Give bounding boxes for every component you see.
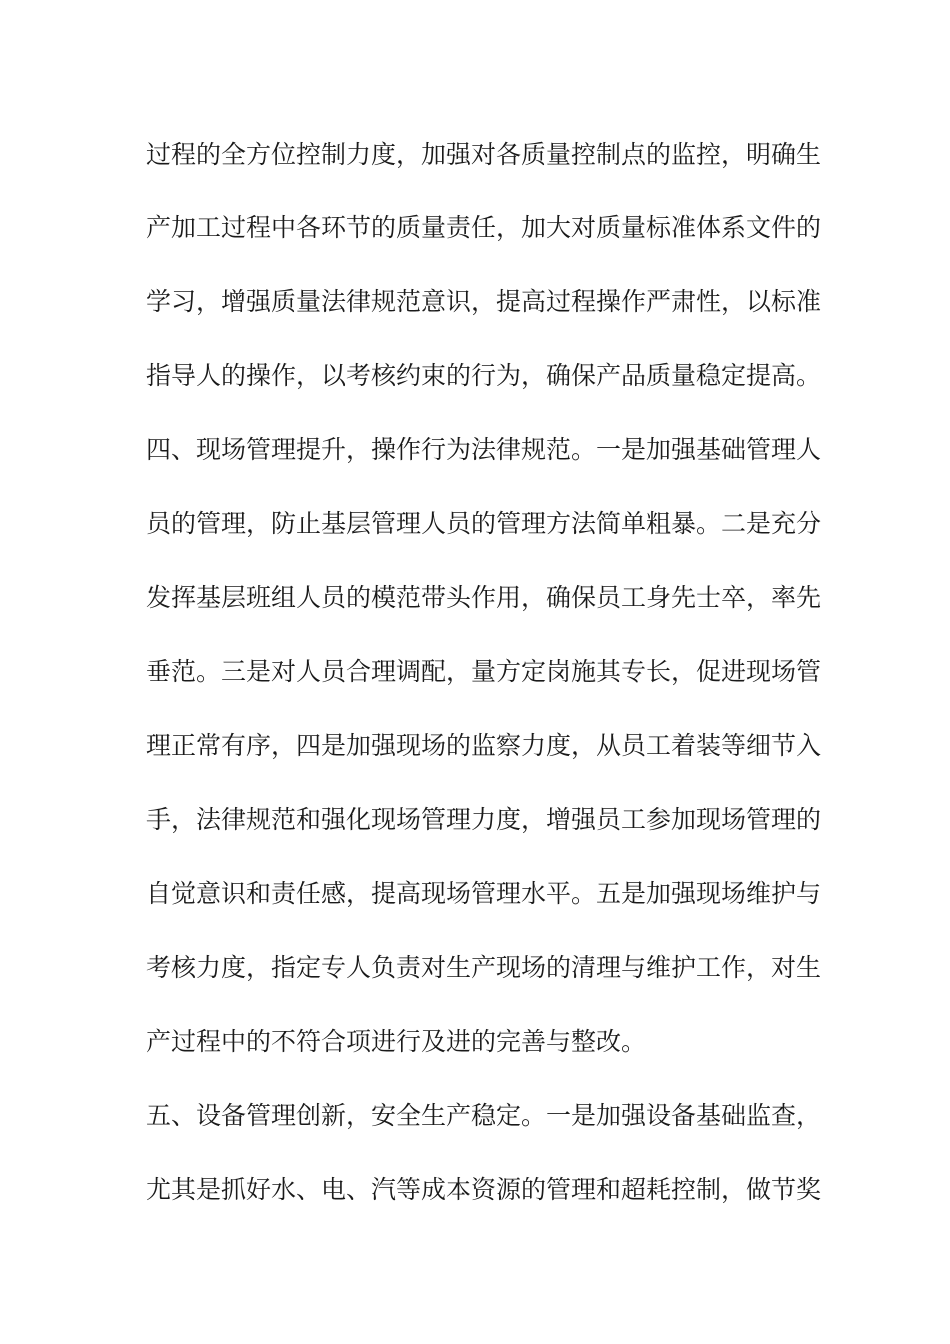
text-line: 自觉意识和责任感，提高现场管理水平。五是加强现场维护与 <box>146 879 822 908</box>
text-line: 垂范。三是对人员合理调配，量方定岗施其专长，促进现场管 <box>146 657 822 686</box>
text-line: 过程的全方位控制力度，加强对各质量控制点的监控，明确生 <box>146 140 822 169</box>
text-line: 尤其是抓好水、电、汽等成本资源的管理和超耗控制，做节奖 <box>146 1175 822 1204</box>
text-line: 理正常有序，四是加强现场的监察力度，从员工着装等细节入 <box>146 731 822 760</box>
text-line: 发挥基层班组人员的模范带头作用，确保员工身先士卒，率先 <box>146 583 822 612</box>
text-line: 考核力度，指定专人负责对生产现场的清理与维护工作，对生 <box>146 953 822 982</box>
text-line: 产过程中的不符合项进行及进的完善与整改。 <box>146 1027 647 1056</box>
text-line: 四、现场管理提升，操作行为法律规范。一是加强基础管理人 <box>146 435 822 464</box>
text-line: 员的管理，防止基层管理人员的管理方法简单粗暴。二是充分 <box>146 509 822 538</box>
text-line: 指导人的操作，以考核约束的行为，确保产品质量稳定提高。 <box>146 361 822 390</box>
text-line: 产加工过程中各环节的质量责任，加大对质量标准体系文件的 <box>146 213 822 242</box>
text-line: 五、设备管理创新，安全生产稳定。一是加强设备基础监查， <box>146 1101 822 1130</box>
text-line: 学习，增强质量法律规范意识，提高过程操作严肃性，以标准 <box>146 287 822 316</box>
text-line: 手，法律规范和强化现场管理力度，增强员工参加现场管理的 <box>146 805 822 834</box>
